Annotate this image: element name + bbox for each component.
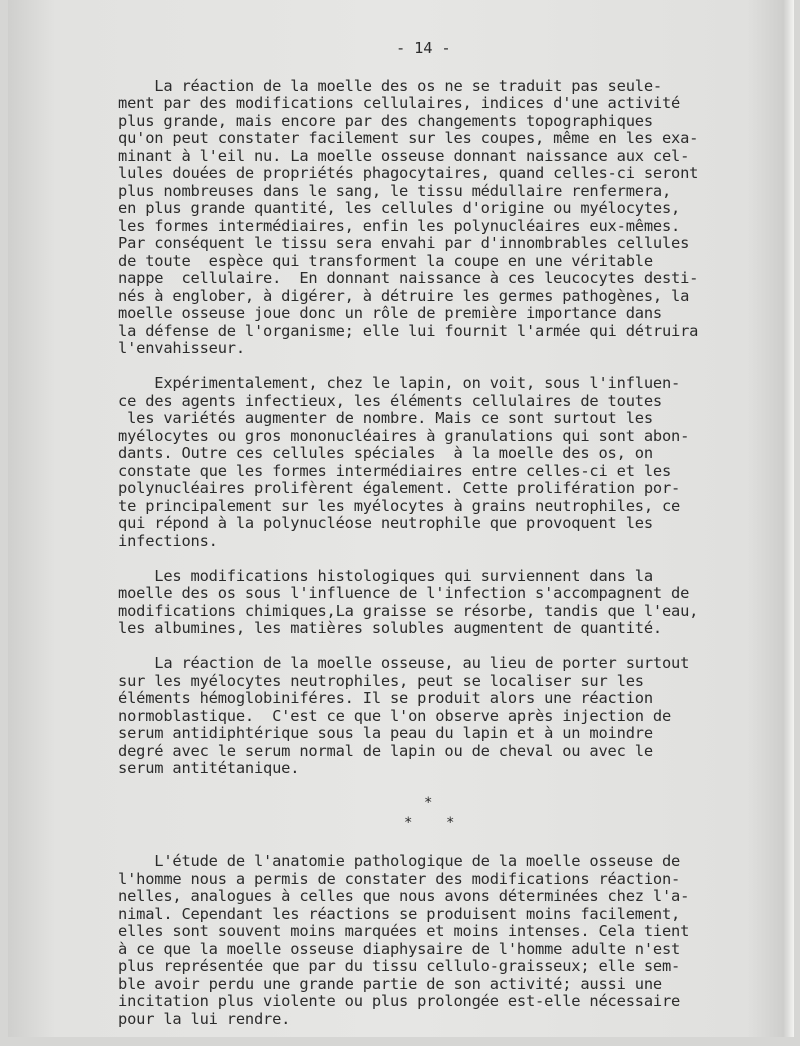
text-line: Par conséquent le tissu sera envahi par d'innombrables cellules — [118, 234, 690, 252]
text-line: éléments hémoglobiniféres. Il se produit alors une réaction — [118, 689, 653, 707]
page-number: - 14 - — [396, 39, 451, 57]
text-line: pour la lui rendre. — [118, 1009, 291, 1028]
text-line: nés à englober, à digérer, à détruire les germes pathogènes, la — [118, 286, 690, 305]
text-line: lules douées de propriétés phagocytaires, quand celles-ci seront — [118, 164, 699, 182]
text-line: te principalement sur les myélocytes à grains neutrophiles, ce — [118, 496, 681, 515]
text-line: à ce que la moelle osseuse diaphysaire de l'homme adulte n'est — [118, 939, 681, 958]
text-line: constate que les formes intermédiaires entre celles-ci et les — [118, 461, 672, 480]
text-line: plus nombreuses dans le sang, le tissu médullaire renfermera, — [118, 181, 672, 200]
paragraph-4 — [118, 655, 778, 778]
paragraph-1 — [118, 78, 778, 358]
text-line: les variétés augmenter de nombre. Mais ce sont surtout les — [118, 409, 653, 427]
text-line: serum antidiphtérique sous la peau du lapin et à un moindre — [118, 724, 653, 742]
text-line: infections. — [118, 531, 218, 550]
text-line: plus grande, mais encore par des changements topographiques — [118, 111, 653, 130]
text-line: La réaction de la moelle osseuse, au lieu de porter surtout — [118, 654, 690, 672]
text-line: degré avec le serum normal de lapin ou de cheval ou avec le — [118, 741, 653, 760]
text-line: myélocytes ou gros mononucléaires à granulations qui sont abon- — [118, 426, 690, 445]
text-line: plus représentée que par du tissu cellulo-graisseux; elle sem- — [118, 957, 681, 975]
text-line: ble avoir perdu une grande partie de son activité; aussi une — [118, 974, 662, 993]
text-line: en plus grande quantité, les cellules d'origine ou myélocytes, — [118, 199, 681, 217]
text-line: qu'on peut constater facilement sur les coupes, même en les exa- — [118, 129, 699, 147]
text-line: de toute espèce qui transforment la coupe en une véritable — [118, 251, 653, 270]
paragraph-5 — [118, 853, 778, 1028]
text-line: normoblastique. C'est ce que l'on observe après injection de — [118, 706, 672, 725]
text-line: moelle osseuse joue donc un rôle de première importance dans — [118, 304, 662, 322]
text-line: minant à l'eil nu. La moelle osseuse donnant naissance aux cel- — [118, 146, 690, 165]
text-line: l'envahisseur. — [118, 339, 245, 357]
text-line: qui répond à la polynucléose neutrophile que provoquent les — [118, 514, 653, 532]
text-line: elles sont souvent moins marquées et moins intenses. Cela tient — [118, 922, 690, 940]
text-line: nelles, analogues à celles que nous avons déterminées chez l'a- — [118, 887, 690, 905]
text-line: moelle des os sous l'influence de l'infection s'accompagnent de — [118, 584, 690, 602]
text-line: incitation plus violente ou plus prolongée est-elle nécessaire — [118, 992, 681, 1010]
document-body — [118, 40, 778, 1046]
text-line: polynucléaires prolifèrent également. Cette prolifération por- — [118, 479, 681, 497]
text-line: Les modifications histologiques qui surviennent dans la — [118, 566, 653, 585]
text-line: nappe cellulaire. En donnant naissance à ces leucocytes desti- — [118, 269, 699, 287]
page-edge — [784, 0, 794, 1037]
text-line: les formes intermédiaires, enfin les polynucléaires eux-mêmes. — [118, 216, 681, 235]
text-line: modifications chimiques,La graisse se résorbe, tandis que l'eau, — [118, 601, 699, 620]
text-line: ce des agents infectieux, les éléments cellulaires de toutes — [118, 391, 662, 410]
text-line: La réaction de la moelle des os ne se traduit pas seule- — [118, 76, 662, 95]
paragraph-3 — [118, 568, 778, 638]
text-line: les albumines, les matières solubles augmentent de quantité. — [118, 619, 662, 637]
text-line-underlined: Expérimentalement, chez le lapin, on voit, sous l'influen- — [118, 374, 681, 392]
separator-star: * — [446, 815, 455, 831]
text-line: nimal. Cependant les réactions se produisent moins facilement, — [118, 904, 681, 923]
text-line: ment par des modifications cellulaires, indices d'une activité — [118, 94, 681, 112]
text-line: l'homme nous a permis de constater des modifications réaction- — [118, 869, 681, 888]
separator-star: * — [424, 795, 433, 811]
text-line: la défense de l'organisme; elle lui fournit l'armée qui détruira — [118, 321, 699, 340]
text-line: dants. Outre ces cellules spéciales à la moelle des os, on — [118, 444, 653, 462]
paragraph-2 — [118, 375, 778, 550]
text-line: L'étude de l'anatomie pathologique de la moelle osseuse de — [118, 852, 681, 870]
section-separator — [118, 795, 778, 835]
text-line: serum antitétanique. — [118, 759, 300, 777]
text-line: sur les myélocytes neutrophiles, peut se localiser sur les — [118, 671, 644, 690]
separator-star: * — [404, 815, 413, 831]
